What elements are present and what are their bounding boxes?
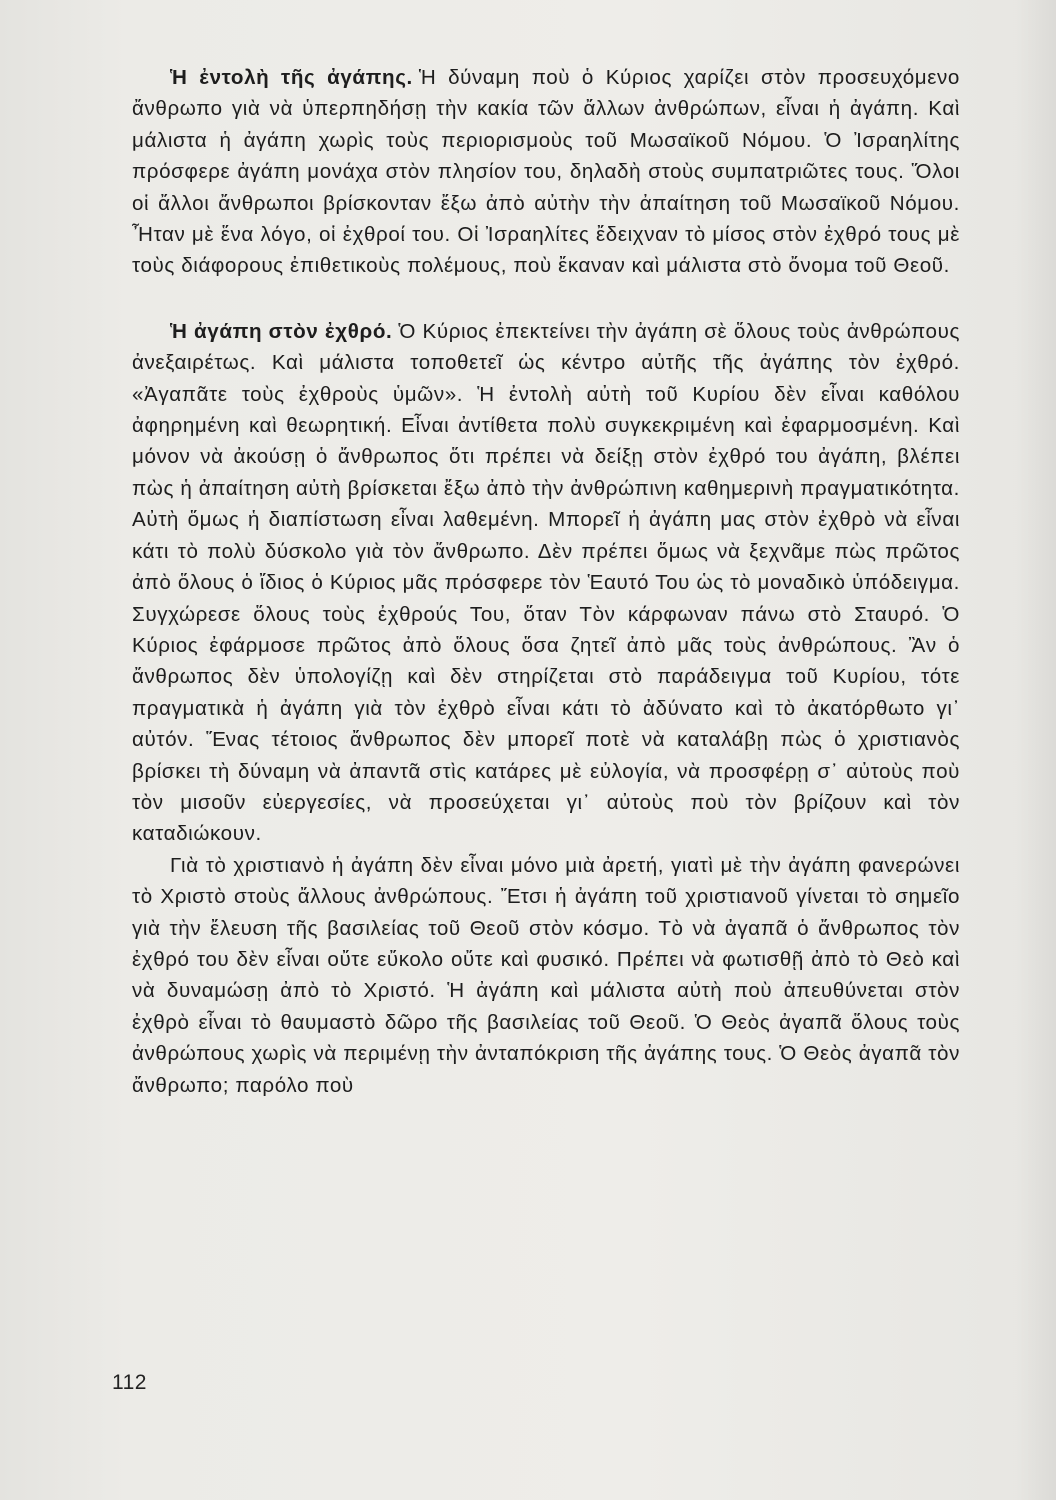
paragraph-love-for-enemy bbox=[132, 316, 960, 850]
paragraph-text: Γιὰ τὸ χριστιανὸ ἡ ἀγάπη δὲν εἶναι μόνο μιὰ ἀρετή, γιατὶ μὲ τὴν ἀγάπη φανερώνει τὸ Χριστὸ στοὺς ἄλλους ἀνθρώπους. Ἔτσι ἡ ἀγάπη τοῦ χριστιανοῦ γίνεται τὸ σημεῖο γιὰ τὴν ἔλευση τῆς βασιλείας τοῦ Θεοῦ στὸν κόσμο. Τὸ νὰ ἀγαπᾶ ὁ ἄνθρωπος τὸν ἐχθρό του δὲν εἶναι οὔτε εὔκολο οὔτε καὶ φυσικό. Πρέπει νὰ φωτισθῇ ἀπὸ τὸ Θεὸ καὶ νὰ δυναμώσῃ ἀπὸ τὸ Χριστό. Ἡ ἀγάπη καὶ μάλιστα αὐτὴ ποὺ ἀπευθύνεται στὸν ἐχθρὸ εἶναι τὸ θαυμαστὸ δῶρο τῆς βασιλείας τοῦ Θεοῦ. Ὁ Θεὸς ἀγαπᾶ ὅλους τοὺς ἀνθρώπους χωρὶς νὰ περιμένῃ τὴν ἀνταπόκριση τῆς ἀγάπης τους. Ὁ Θεὸς ἀγαπᾶ τὸν ἄνθρωπο; παρόλο ποὺ bbox=[132, 853, 960, 1097]
paragraph-text: Ἡ δύναμη ποὺ ὁ Κύριος χαρίζει στὸν προσευχόμενο ἄνθρωπο γιὰ νὰ ὑπερπηδήσῃ τὴν κακία τῶν ἄλλων ἀνθρώπων, εἶναι ἡ ἀγάπη. Καὶ μάλιστα ἡ ἀγάπη χωρὶς τοὺς περιορισμοὺς τοῦ Μωσαϊκοῦ Νόμου. Ὁ Ἰσραηλίτης πρόσφερε ἀγάπη μονάχα στὸν πλησίον του, δηλαδὴ στοὺς συμπατριῶτες τους. Ὅλοι οἱ ἄλλοι ἄνθρωποι βρίσκονταν ἔξω ἀπὸ αὐτὴν τὴν ἀπαίτηση τοῦ Μωσαϊκοῦ Νόμου. Ἦταν μὲ ἕνα λόγο, οἱ ἐχθροί του. Οἱ Ἰσραηλίτες ἔδειχναν τὸ μίσος στὸν ἐχθρό τους μὲ τοὺς διάφορους ἐπιθετικοὺς πολέμους, ποὺ ἔκαναν καὶ μάλιστα στὸ ὄνομα τοῦ Θεοῦ. bbox=[132, 66, 960, 278]
section-heading-commandment-of-love: Ἡ ἐντολὴ τῆς ἀγάπης. bbox=[170, 66, 413, 89]
section-heading-love-for-enemy: Ἡ ἀγάπη στὸν ἐχθρό. bbox=[170, 319, 393, 343]
text-body bbox=[132, 62, 960, 1101]
paragraph-text: Ὁ Κύριος ἐπεκτείνει τὴν ἀγάπη σὲ ὅλους τοὺς ἀνθρώπους ἀνεξαιρέτως. Καὶ μάλιστα τοποθετεῖ ὡς κέντρο αὐτῆς τῆς ἀγάπης τὸν ἐχθρό. «Ἀγαπᾶτε τοὺς ἐχθροὺς ὑμῶν». Ἡ ἐντολὴ αὐτὴ τοῦ Κυρίου δὲν εἶναι καθόλου ἀφηρημένη καὶ θεωρητική. Εἶναι ἀντίθετα πολὺ συγκεκριμένη καὶ ἐφαρμοσμένη. Καὶ μόνον νὰ ἀκούσῃ ὁ ἄνθρωπος ὅτι πρέπει νὰ δείξῃ στὸν ἐχθρό του ἀγάπη, βλέπει πὼς ἡ ἀπαίτηση αὐτὴ βρίσκεται ἔξω ἀπὸ τὴν ἀνθρώπινη καθημερινὴ πραγματικότητα. Αὐτὴ ὅμως ἡ διαπίστωση εἶναι λαθεμένη. Μπορεῖ ἡ ἀγάπη μας στὸν ἐχθρὸ νὰ εἶναι κάτι τὸ πολὺ δύσκολο γιὰ τὸν ἄνθρωπο. Δὲν πρέπει ὅμως νὰ ξεχνᾶμε πὼς πρῶτος ἀπὸ ὅλους ὁ ἴδιος ὁ Κύριος μᾶς πρόσφερε τὸν Ἑαυτό Του ὡς τὸ μοναδικὸ ὑπόδειγμα. Συγχώρεσε ὅλους τοὺς ἐχθρούς Του, ὅταν Τὸν κάρφωναν πάνω στὸ Σταυρό. Ὁ Κύριος ἐφάρμοσε πρῶτος ἀπὸ ὅλους ὅσα ζητεῖ ἀπὸ μᾶς τοὺς ἀνθρώπους. Ἂν ὁ ἄνθρωπος δὲν ὑπολογίζῃ καὶ δὲν στηρίζεται στὸ παράδειγμα τοῦ Κυρίου, τότε πραγματικὰ ἡ ἀγάπη γιὰ τὸν ἐχθρὸ εἶναι κάτι τὸ ἀδύνατο καὶ τὸ ἀκατόρθωτο γι᾿ αὐτόν. Ἕνας τέτοιος ἄνθρωπος δὲν μπορεῖ ποτὲ νὰ καταλάβῃ πὼς ὁ χριστιανὸς βρίσκει τὴ δύναμη νὰ ἀπαντᾶ στὶς κατάρες μὲ εὐλογία, νὰ προσφέρῃ σ᾿ αὐτοὺς ποὺ τὸν μισοῦν εὐεργεσίες, νὰ προσεύχεται γι᾿ αὐτοὺς ποὺ τὸν βρίζουν καὶ τὸν καταδιώκουν. bbox=[132, 319, 960, 846]
page-number: 112 bbox=[112, 1371, 147, 1394]
page-edge-shadow bbox=[1016, 0, 1056, 1500]
paragraph-christian-love bbox=[132, 850, 960, 1101]
paragraph-commandment-of-love bbox=[132, 62, 960, 282]
